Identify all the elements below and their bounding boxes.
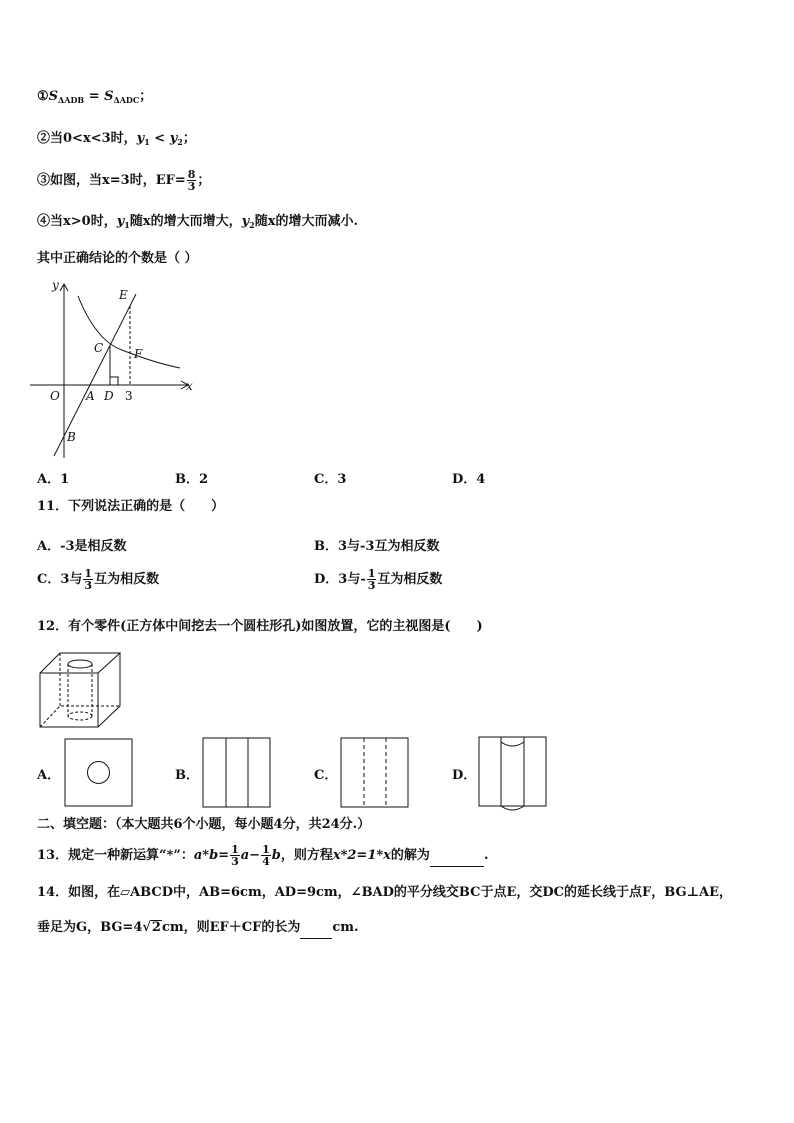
answer-blank[interactable]: [430, 846, 484, 867]
q10-option-b[interactable]: B．2: [175, 472, 209, 487]
cube-front-face: [40, 673, 98, 727]
label-x: x: [186, 379, 193, 393]
subscript: 1: [144, 137, 150, 147]
q13-expression: b: [271, 848, 281, 863]
square-outline: [341, 738, 408, 807]
y1-symbol: y: [136, 131, 145, 146]
denominator: 3: [84, 579, 93, 592]
q14-text: cm.: [332, 920, 359, 935]
q13-text: 的解为: [390, 848, 430, 863]
statement-3: [37, 169, 210, 192]
q12-stem: 12．有个零件(正方体中间挖去一个圆柱形孔)如图放置，它的主视图是( ): [37, 619, 483, 634]
area-subscript: ΔADB: [58, 95, 85, 105]
option-text: C．3与: [37, 572, 83, 587]
q12-option-c-label[interactable]: C．: [314, 768, 338, 783]
label-b: B: [67, 430, 76, 444]
statement-text: ③如图，当x=3时，EF=: [37, 173, 186, 188]
cube-hidden-edges: [40, 706, 120, 727]
area-symbol: S: [104, 89, 114, 104]
denominator: 3: [231, 855, 239, 868]
subscript: 2: [177, 137, 183, 147]
sqrt-symbol: √: [142, 920, 151, 935]
q13-equation: x*2=1*x: [332, 848, 391, 863]
q12-cube-figure: [38, 652, 128, 732]
q11-stem: 11．下列说法正确的是（ ）: [37, 499, 225, 514]
cylinder-bottom-ellipse: [68, 712, 92, 720]
statement-text: 随x的增大而减小.: [254, 214, 359, 229]
radicand: 2: [151, 920, 161, 935]
circle-hole: [88, 762, 110, 784]
statement-text: ②当0<x<3时，: [37, 131, 137, 146]
q12-option-b-label[interactable]: B．: [175, 768, 199, 783]
area-subscript: ΔADC: [113, 95, 140, 105]
q12-option-d-figure[interactable]: [478, 736, 548, 814]
numerator: 1: [231, 843, 239, 856]
y1-symbol: y: [116, 214, 125, 229]
square-outline: [65, 739, 132, 806]
equals-sign: =: [84, 89, 105, 104]
label-e: E: [119, 288, 128, 302]
option-text: D．3与-: [314, 572, 366, 587]
statement-text: 随x的增大而增大，: [129, 214, 242, 229]
q10-option-d[interactable]: D．4: [452, 472, 486, 487]
q13-expression: a*b=: [193, 848, 230, 863]
section-2-heading: 二、填空题：（本大题共6个小题，每小题4分，共24分.）: [37, 817, 371, 832]
subscript: 1: [124, 220, 130, 230]
subscript: 2: [249, 220, 255, 230]
q14-line-1: 14．如图，在▱ABCD中，AB=6cm，AD=9cm，∠BAD的平分线交BC于点E，交DC的延长线于点F，BG⊥AE，: [37, 885, 733, 900]
statement-mark: ①: [37, 89, 49, 104]
cylinder-top-ellipse: [68, 660, 92, 668]
numerator: 1: [367, 567, 376, 580]
punctuation: ；: [197, 173, 211, 188]
y2-symbol: y: [241, 214, 250, 229]
q13: [37, 844, 488, 867]
answer-blank[interactable]: [300, 918, 332, 939]
statement-1: [37, 87, 152, 110]
numerator: 8: [187, 168, 196, 181]
option-text: 互为相反数: [377, 572, 443, 587]
denominator: 3: [367, 579, 376, 592]
fraction: [261, 844, 271, 867]
fraction: [367, 568, 377, 591]
punctuation: ；: [139, 89, 153, 104]
q13-text: 13．规定一种新运算“*”：: [37, 848, 194, 863]
label-d: D: [104, 389, 114, 403]
denominator: 4: [262, 855, 270, 868]
cube-top-face: [40, 653, 120, 673]
statement-4: [37, 212, 358, 235]
fraction: [83, 568, 93, 591]
q13-text: ，则方程: [280, 848, 333, 863]
label-c: C: [94, 341, 104, 355]
q14-text: 垂足为G，BG=: [37, 920, 134, 935]
cube-right-face: [98, 653, 120, 727]
punctuation: ；: [182, 131, 196, 146]
label-a: A: [86, 389, 95, 403]
square-outline: [203, 738, 270, 807]
label-o: O: [50, 389, 60, 403]
numerator: 1: [84, 567, 93, 580]
less-than: <: [149, 131, 170, 146]
fraction: [187, 169, 197, 192]
label-3: 3: [125, 389, 133, 403]
area-symbol: S: [48, 89, 59, 104]
q10-option-a[interactable]: A．1: [37, 472, 70, 487]
fraction: [230, 844, 240, 867]
q11-option-d[interactable]: [314, 568, 442, 591]
q11-option-c[interactable]: [37, 568, 159, 591]
right-angle-mark: [110, 377, 118, 385]
q10-prompt: 其中正确结论的个数是（ ）: [37, 251, 198, 266]
q10-option-c[interactable]: C．3: [314, 472, 347, 487]
q14-line-2: [37, 918, 359, 939]
q13-expression: a−: [240, 848, 261, 863]
denominator: 3: [187, 180, 196, 193]
q11-option-a[interactable]: A．-3是相反数: [37, 539, 127, 554]
numerator: 1: [262, 843, 270, 856]
q12-option-c-figure[interactable]: [340, 737, 410, 809]
statement-2: [37, 129, 196, 152]
cylinder-bottom-curve: [501, 806, 524, 810]
punctuation: .: [483, 848, 489, 863]
q11-option-b[interactable]: B．3与-3互为相反数: [314, 539, 440, 554]
option-text: 互为相反数: [94, 572, 160, 587]
q12-option-b-figure[interactable]: [202, 737, 272, 809]
statement-text: ④当x>0时，: [37, 214, 117, 229]
q10-graph-figure: [30, 278, 200, 463]
q12-option-a-label[interactable]: A．: [37, 768, 61, 783]
cylinder-top-curve: [501, 742, 524, 746]
q12-option-d-label[interactable]: D．: [452, 768, 477, 783]
label-y: y: [52, 278, 59, 292]
y2-symbol: y: [169, 131, 178, 146]
q12-option-a-figure[interactable]: [64, 738, 134, 808]
coefficient: 4: [133, 920, 143, 935]
square-outline: [479, 737, 546, 806]
label-f: F: [134, 347, 143, 361]
q14-text: cm，则EF＋CF的长为: [161, 920, 301, 935]
